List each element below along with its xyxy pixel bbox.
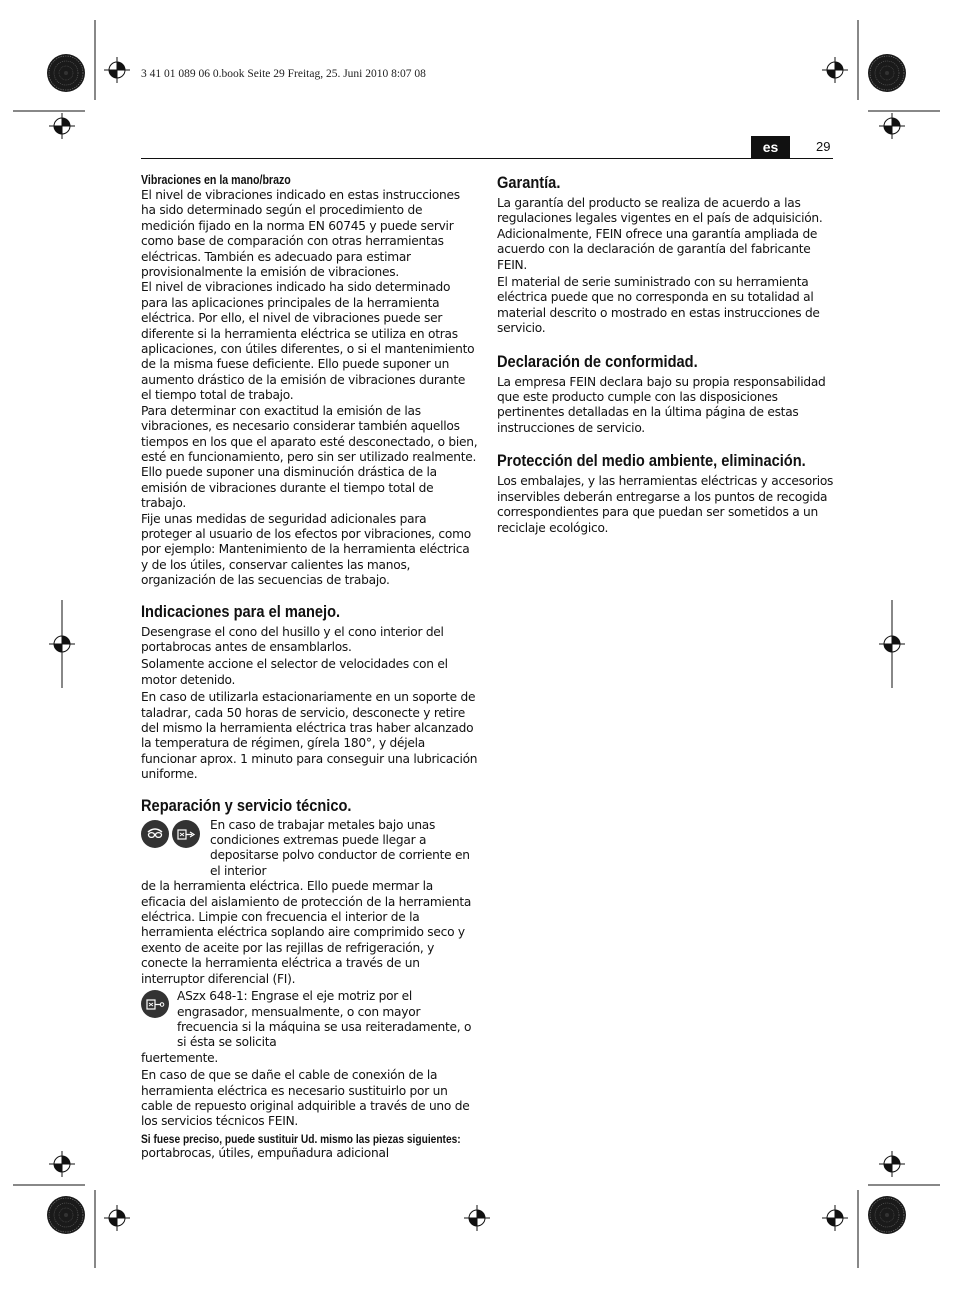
- handling-paragraph: Desengrase el cono del husillo y el cono interior del portabrocas antes de ensamblarlos.: [141, 624, 444, 654]
- repair-heading: Reparación y servicio técnico.: [141, 795, 352, 815]
- right-column: [497, 172, 834, 536]
- language-badge: es: [751, 136, 790, 158]
- vibration-paragraph: Fije unas medidas de seguridad adicionales para proteger al usuario de los efectos por vibraciones, como por ejemplo: Mantenimiento de la herramienta eléctrica y de los útiles, conservar calientes las manos, organización de las secuencias de trabajo.: [141, 511, 471, 588]
- repair-paragraph: En caso de trabajar metales bajo unas condiciones extremas puede llegar a depositarse polvo conductor de corriente en el interior: [210, 817, 470, 878]
- vibration-heading: Vibraciones en la mano/brazo: [141, 173, 291, 187]
- lubrication-paragraph: fuertemente.: [141, 1050, 219, 1065]
- page-number: 29: [816, 139, 831, 154]
- handling-paragraph: En caso de utilizarla estacionariamente en un soporte de taladrar, cada 50 horas de servicio, desconecte y retire del mismo la herramienta eléctrica tras haber alcanzado la temperatura de régimen, gírela 180°, y déjela funcionar aprox. 1 minuto para conseguir una lubricación uniforme.: [141, 690, 478, 782]
- lubrication-icon: [141, 990, 169, 1018]
- book-info: 3 41 01 089 06 0.book Seite 29 Freitag, 25. Juni 2010 8:07 08: [141, 68, 426, 80]
- eye-protection-icon: [141, 820, 169, 848]
- cable-paragraph: En caso de que se dañe el cable de conexión de la herramienta eléctrica es necesario sustituirlo por un cable de repuesto original adquirible a través de uno de los servicios técnicos FEIN.: [141, 1068, 470, 1129]
- replaceable-parts-note: Si fuese preciso, puede sustituir Ud. mismo las piezas siguientes:: [141, 1131, 461, 1146]
- repair-paragraph: de la herramienta eléctrica. Ello puede mermar la eficacia del aislamiento de protección de la herramienta eléctrica. Limpie con frecuencia el interior de la herramienta eléctrica soplando aire comprimido seco y exento de aceite por las rejillas de refrigeración, y conecte la herramienta eléctrica a través de un interruptor diferencial (FI).: [141, 879, 472, 986]
- warranty-heading: Garantía.: [497, 173, 561, 192]
- environment-heading: Protección del medio ambiente, eliminación.: [497, 451, 806, 471]
- repair-icon-block: [141, 819, 478, 880]
- header-rule: [141, 158, 833, 159]
- lubrication-icon-block: [141, 989, 478, 1051]
- handling-heading: Indicaciones para el manejo.: [141, 601, 341, 621]
- vibration-paragraph: El nivel de vibraciones indicado ha sido determinado para las aplicaciones principales de la herramienta eléctrica. Por ello, el nivel de vibraciones puede ser diferente si la herramienta eléctrica se utiliza en otras aplicaciones, con útiles diferentes, o si el mantenimiento de la misma fuese deficiente. Ello puede suponer un aumento drástico de la emisión de vibraciones durante el tiempo total de trabajo.: [141, 280, 475, 403]
- vibration-paragraph: Para determinar con exactitud la emisión de las vibraciones, es necesario considerar también aquellos tiempos en los que el aparato esté desconectado, o bien, esté en funcionamiento, pero sin ser utilizado realmente. Ello puede suponer una disminución drástica de la emisión de vibraciones durante el tiempo total de trabajo.: [141, 403, 478, 511]
- warranty-paragraph: El material de serie suministrado con su herramienta eléctrica puede que no corresponda en su totalidad al material descrito o mostrado en estas instrucciones de servicio.: [497, 275, 820, 336]
- left-column: [141, 172, 478, 1162]
- plug-fi-switch-icon: [172, 820, 200, 848]
- warranty-paragraph: La garantía del producto se realiza de acuerdo a las regulaciones legales vigentes en el país de adquisición. Adicionalmente, FEIN ofrece una garantía ampliada de acuerdo con la declaración de garantía del fabricante FEIN.: [497, 196, 823, 272]
- handling-paragraph: Solamente accione el selector de velocidades con el motor detenido.: [141, 657, 448, 687]
- environment-paragraph: Los embalajes, y las herramientas eléctricas y accesorios inservibles deberán entregarse a los puntos de recogida correspondientes para que puedan ser sometidos a un reciclaje ecológico.: [497, 474, 834, 535]
- conformity-paragraph: La empresa FEIN declara bajo su propia responsabilidad que este producto cumple con las disposiciones pertinentes detalladas en la última página de estas instrucciones de servicio.: [497, 374, 826, 435]
- lubrication-paragraph: ASzx 648-1: Engrase el eje motriz por el engrasador, mensualmente, o con mayor frecuencia si la máquina se usa reiteradamente, o si ésta se solicita: [177, 989, 472, 1050]
- replaceable-parts-list: portabrocas, útiles, empuñadura adicional: [141, 1146, 389, 1161]
- vibration-paragraph: El nivel de vibraciones indicado en estas instrucciones ha sido determinado según el procedimiento de medición fijado en la norma EN 60745 y puede servir como base de comparación con otras herramientas eléctricas. También es adecuado para estimar provisionalmente la emisión de vibraciones.: [141, 188, 460, 280]
- conformity-heading: Declaración de conformidad.: [497, 351, 698, 371]
